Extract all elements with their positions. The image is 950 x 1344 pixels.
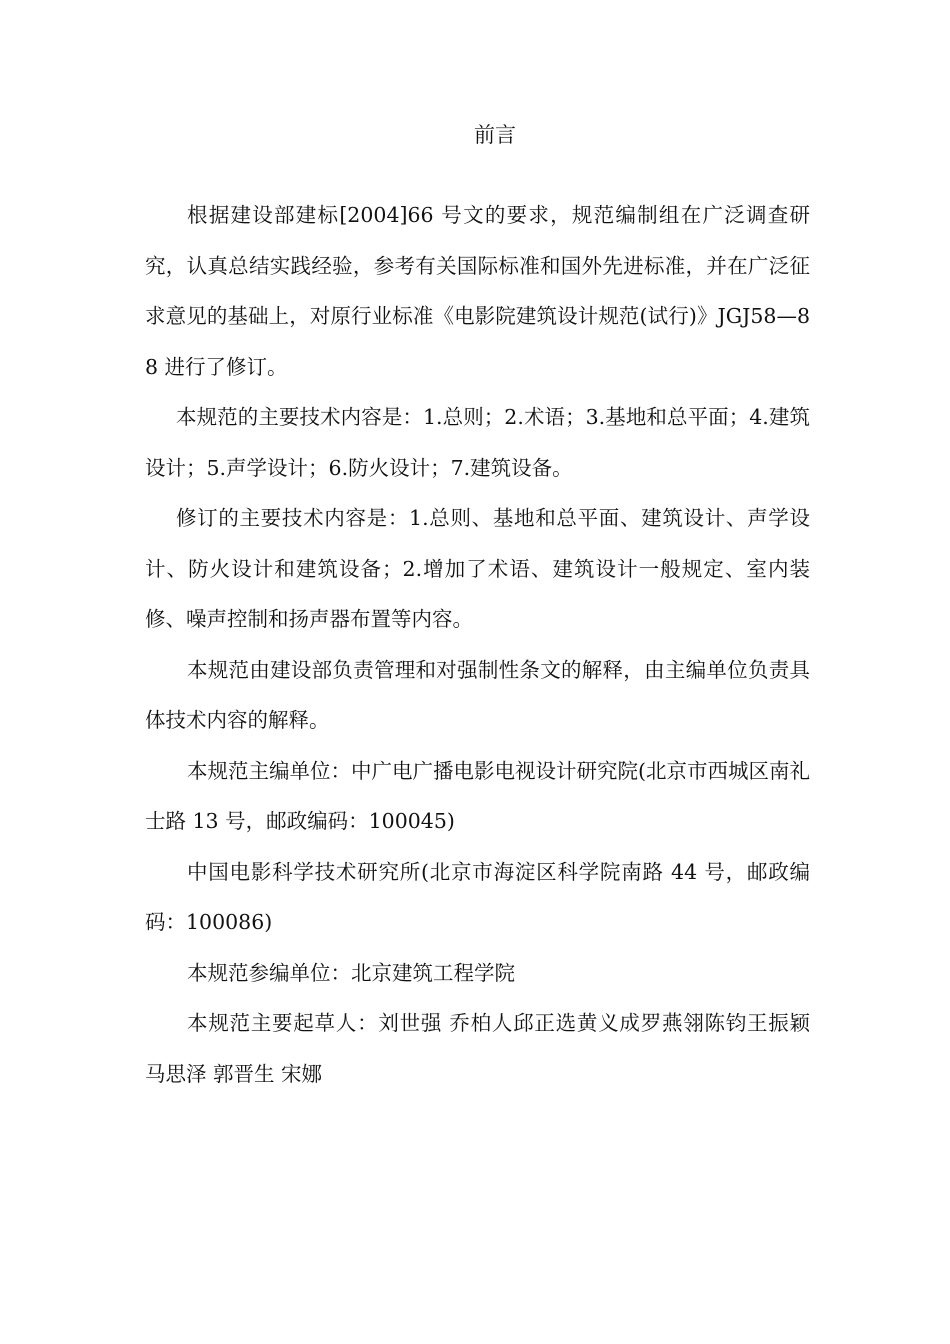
paragraph-basis: 根据建设部建标[2004]66 号文的要求，规范编制组在广泛调查研究，认真总结实践经验，参考有关国际标准和国外先进标准，并在广泛征求意见的基础上，对原行业标准《电影院建筑设计规范(试行)》JGJ58—88 进行了修订。 xyxy=(145,203,810,379)
paragraph-research-institute: 中国电影科学技术研究所(北京市海淀区科学院南路 44 号，邮政编码：100086) xyxy=(145,859,810,934)
paragraph-management: 本规范由建设部负责管理和对强制性条文的解释，由主编单位负责具体技术内容的解释。 xyxy=(145,657,810,732)
paragraph-main-content: 本规范的主要技术内容是：1.总则；2.术语；3.基地和总平面；4.建筑设计；5.声学设计；6.防火设计；7.建筑设备。 xyxy=(145,405,810,480)
preface-body xyxy=(145,190,810,1099)
paragraph-revision-content: 修订的主要技术内容是：1.总则、基地和总平面、建筑设计、声学设计、防火设计和建筑设备；2.增加了术语、建筑设计一般规定、室内装修、噪声控制和扬声器布置等内容。 xyxy=(145,506,810,631)
paragraph-participating-unit: 本规范参编单位：北京建筑工程学院 xyxy=(187,960,515,985)
page-title: 前言 xyxy=(474,123,516,147)
paragraph-chief-editor: 本规范主编单位：中广电广播电影电视设计研究院(北京市西城区南礼士路 13 号，邮政编码：100045) xyxy=(145,758,810,833)
paragraph-drafters: 本规范主要起草人：刘世强 乔柏人邱正选黄义成罗燕翎陈钧王振颖 马思泽 郭晋生 宋娜 xyxy=(145,1011,810,1086)
